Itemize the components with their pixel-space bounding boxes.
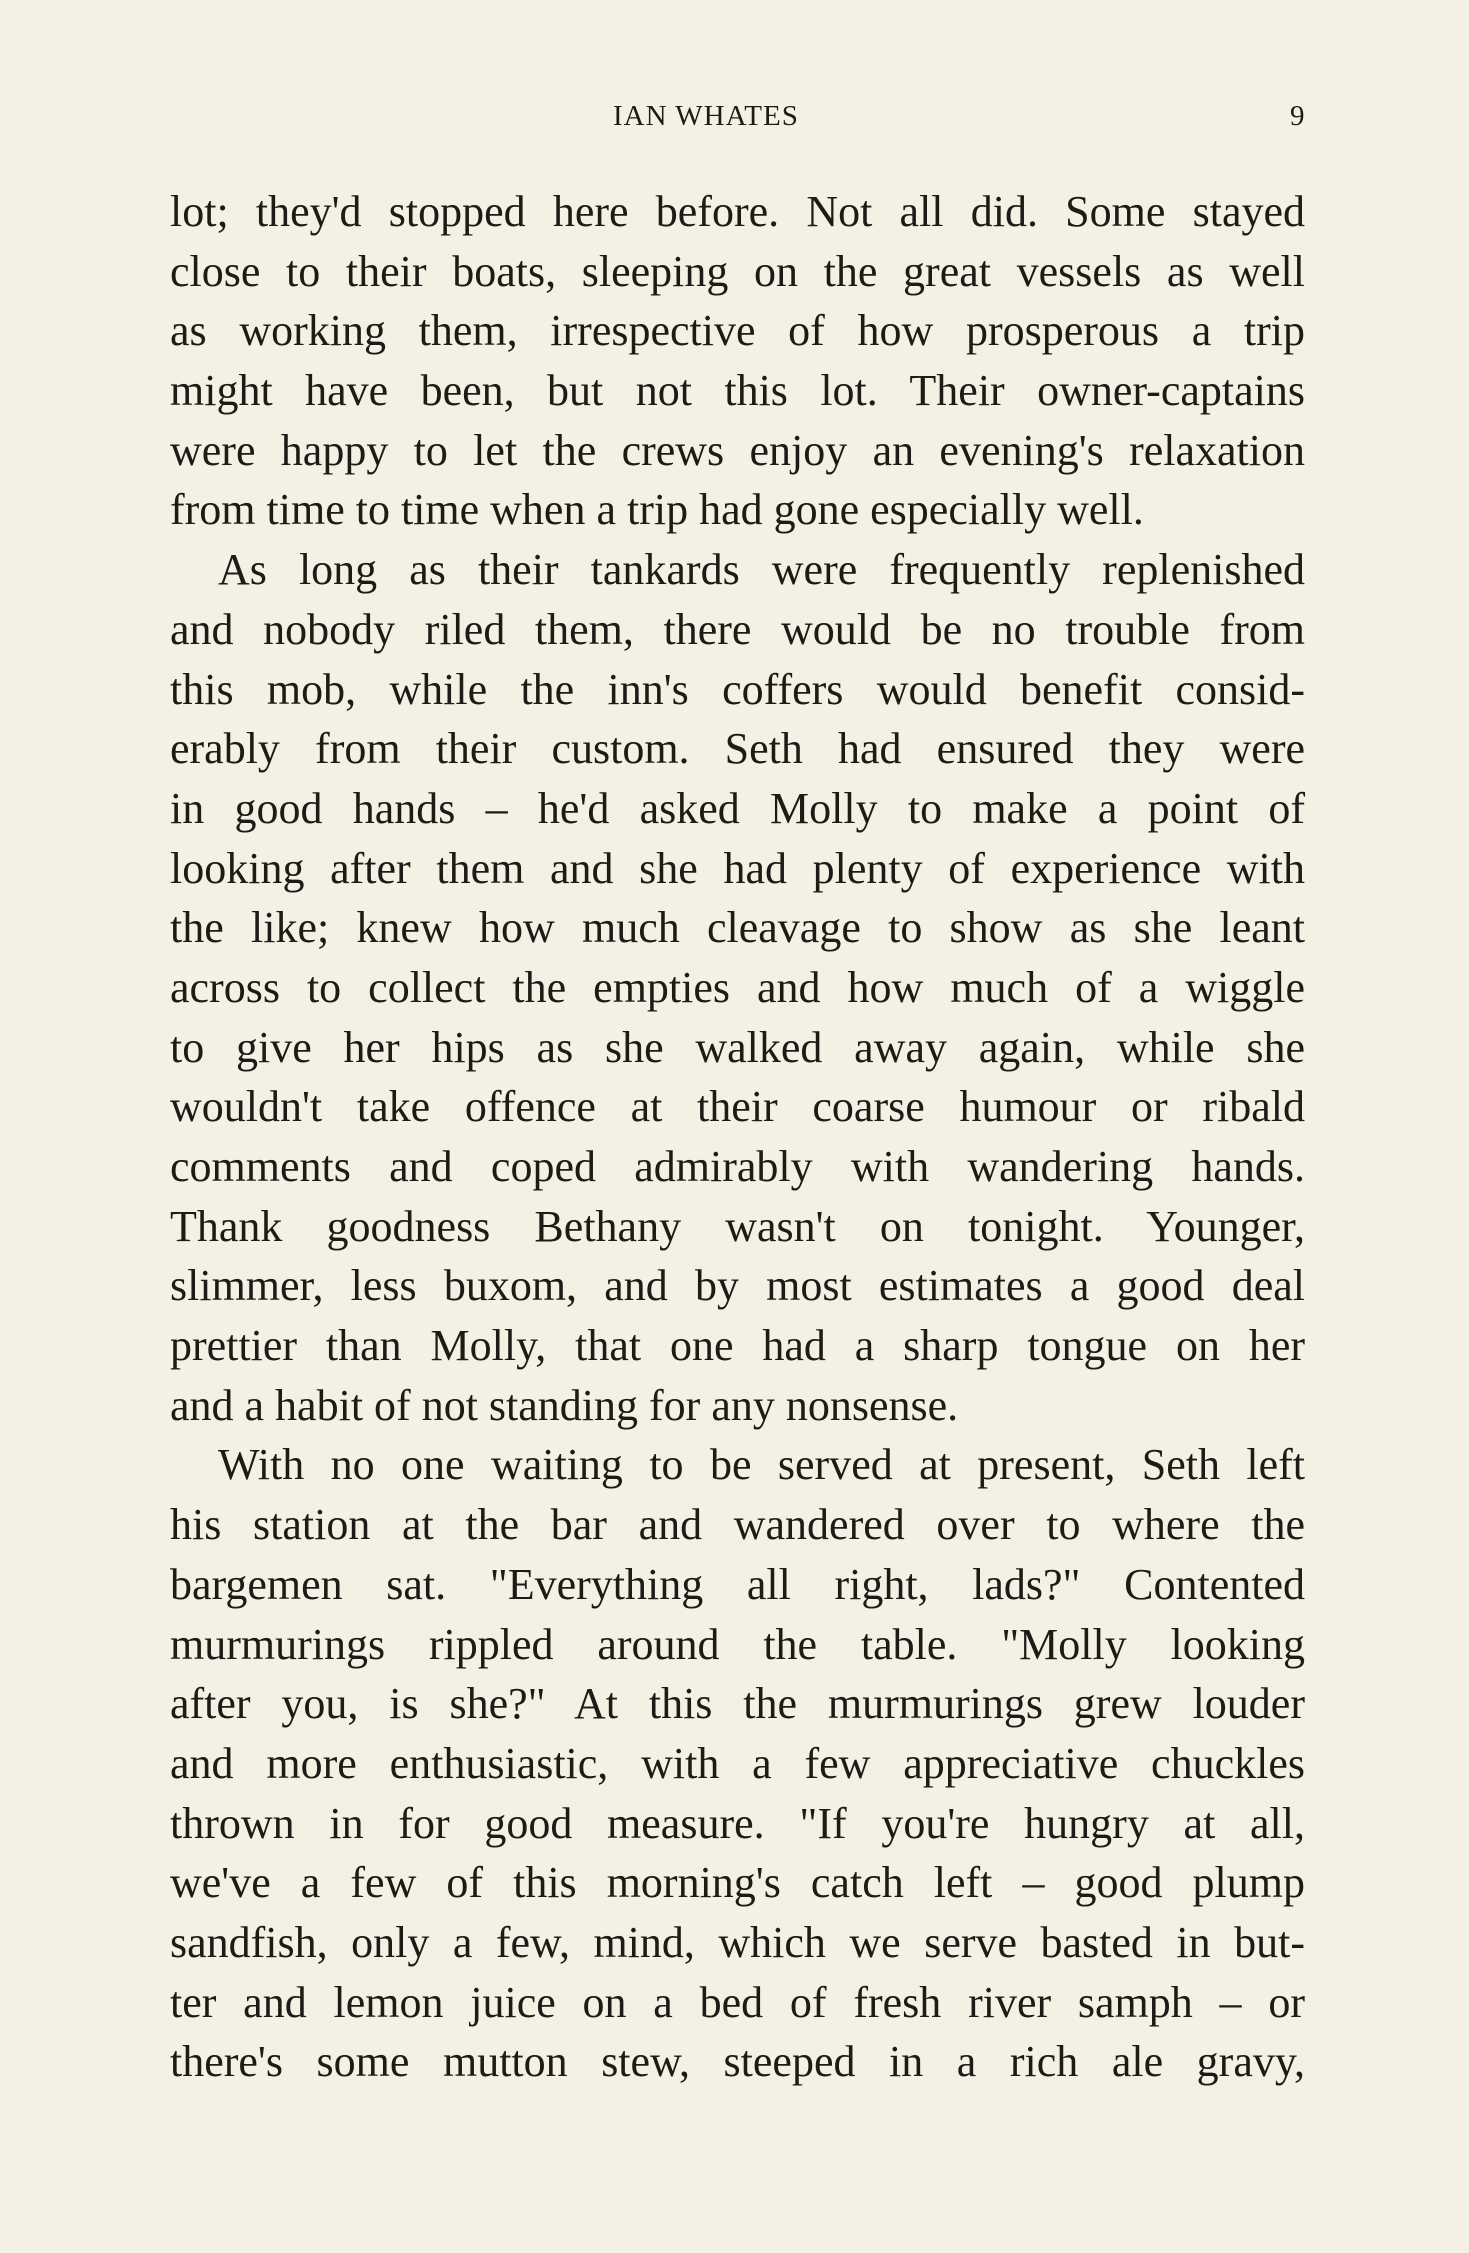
- text-line: to give her hips as she walked away again, while she: [170, 1022, 1305, 1072]
- text-line: across to collect the empties and how much of a wiggle: [170, 962, 1305, 1012]
- text-line: bargemen sat. "Everything all right, lads?" Contented: [170, 1559, 1305, 1609]
- running-head: [0, 100, 1469, 140]
- paragraph: [170, 1435, 1305, 2092]
- text-line: lot; they'd stopped here before. Not all did. Some stayed: [170, 187, 1305, 236]
- text-line: might have been, but not this lot. Their owner-captains: [170, 366, 1305, 416]
- text-line: wouldn't take offence at their coarse humour or ribald: [170, 1082, 1305, 1132]
- text-line: were happy to let the crews enjoy an evening's relaxation: [170, 425, 1305, 475]
- text-line: and a habit of not standing for any nonsense.: [170, 1380, 959, 1430]
- text-line: sandfish, only a few, mind, which we serve basted in but-: [170, 1917, 1305, 1967]
- text-line: As long as their tankards were frequently replenished: [218, 545, 1305, 595]
- text-line: from time to time when a trip had gone especially well.: [170, 485, 1144, 535]
- text-line: as working them, irrespective of how prosperous a trip: [170, 306, 1305, 356]
- page-number: 9: [1290, 100, 1305, 132]
- text-line: we've a few of this morning's catch left – good plump: [170, 1858, 1305, 1908]
- text-line: in good hands – he'd asked Molly to make a point of: [170, 783, 1305, 833]
- text-line: and more enthusiastic, with a few appreciative chuckles: [170, 1738, 1305, 1788]
- text-line: his station at the bar and wandered over to where the: [170, 1500, 1305, 1550]
- text-line: there's some mutton stew, steeped in a rich ale gravy,: [170, 2037, 1305, 2087]
- text-line: murmurings rippled around the table. "Molly looking: [170, 1619, 1305, 1669]
- text-line: prettier than Molly, that one had a sharp tongue on her: [170, 1321, 1305, 1371]
- text-line: after you, is she?" At this the murmurings grew louder: [170, 1679, 1305, 1729]
- paragraph: [170, 540, 1305, 1435]
- text-line: this mob, while the inn's coffers would benefit consid-: [170, 664, 1305, 714]
- text-line: the like; knew how much cleavage to show as she leant: [170, 903, 1305, 953]
- text-line: Thank goodness Bethany wasn't on tonight. Younger,: [170, 1201, 1305, 1251]
- paragraph: [170, 182, 1305, 540]
- text-line: comments and coped admirably with wandering hands.: [170, 1142, 1305, 1191]
- text-line: slimmer, less buxom, and by most estimates a good deal: [170, 1261, 1305, 1311]
- text-line: thrown in for good measure. "If you're hungry at all,: [170, 1798, 1305, 1848]
- text-line: looking after them and she had plenty of experience with: [170, 843, 1305, 893]
- author-name: IAN WHATES: [613, 100, 799, 132]
- text-line: ter and lemon juice on a bed of fresh river samph – or: [170, 1977, 1305, 2027]
- text-line: close to their boats, sleeping on the great vessels as well: [170, 246, 1305, 296]
- text-line: erably from their custom. Seth had ensured they were: [170, 724, 1305, 774]
- text-line: With no one waiting to be served at present, Seth left: [218, 1440, 1305, 1490]
- body-text: [170, 182, 1305, 2092]
- text-line: and nobody riled them, there would be no trouble from: [170, 604, 1305, 654]
